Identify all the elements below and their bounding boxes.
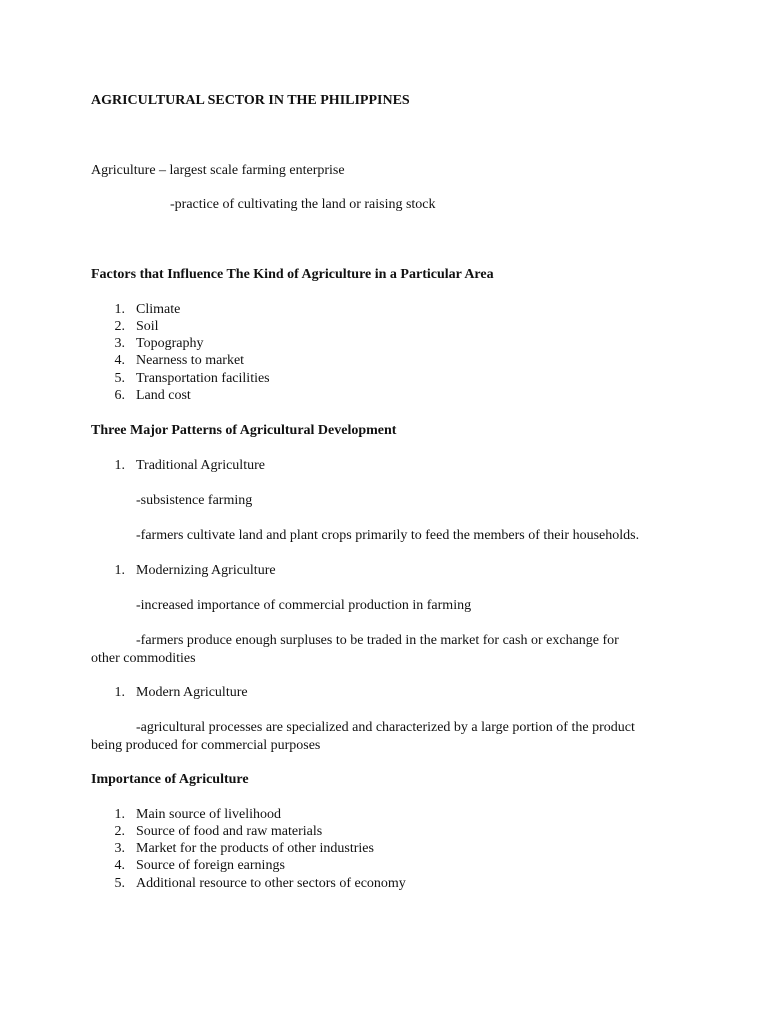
list-item-number: 3. [114, 841, 125, 856]
list-item-number: 1. [114, 807, 125, 822]
list-item-text: Source of foreign earnings [136, 858, 285, 873]
importance-heading: Importance of Agriculture [91, 772, 249, 787]
list-item-number: 6. [114, 388, 125, 403]
list-item-number: 2. [114, 319, 125, 334]
pattern-description: -agricultural processes are specialized and characterized by a large portion of the product [136, 720, 635, 735]
list-item-text: Transportation facilities [136, 371, 270, 386]
list-item-number: 3. [114, 336, 125, 351]
pattern-description: -subsistence farming [136, 493, 253, 508]
list-item-text: Main source of livelihood [136, 807, 282, 822]
pattern-description-continued: other commodities [91, 651, 196, 666]
pattern-title: Modern Agriculture [136, 685, 248, 700]
pattern-description: -increased importance of commercial production in farming [136, 598, 472, 613]
definition-line-1: Agriculture – largest scale farming enterprise [91, 163, 345, 178]
list-item-text: Source of food and raw materials [136, 824, 323, 839]
list-item-text: Topography [136, 336, 204, 351]
definition-line-2: -practice of cultivating the land or raising stock [170, 197, 436, 212]
pattern-number: 1. [114, 458, 125, 473]
list-item-number: 5. [114, 371, 125, 386]
patterns-heading: Three Major Patterns of Agricultural Development [91, 423, 397, 438]
list-item-number: 1. [114, 302, 125, 317]
list-item-number: 4. [114, 858, 125, 873]
pattern-number: 1. [114, 563, 125, 578]
list-item-number: 4. [114, 353, 125, 368]
list-item-text: Nearness to market [136, 353, 245, 368]
pattern-title: Modernizing Agriculture [136, 563, 276, 578]
pattern-title: Traditional Agriculture [136, 458, 265, 473]
factors-heading: Factors that Influence The Kind of Agriculture in a Particular Area [91, 267, 494, 282]
list-item-text: Climate [136, 302, 181, 317]
list-item-text: Soil [136, 319, 159, 334]
list-item-text: Additional resource to other sectors of economy [136, 876, 406, 891]
list-item-number: 2. [114, 824, 125, 839]
pattern-number: 1. [114, 685, 125, 700]
document-title: AGRICULTURAL SECTOR IN THE PHILIPPINES [91, 93, 410, 108]
pattern-description-continued: being produced for commercial purposes [91, 738, 321, 753]
pattern-description: -farmers produce enough surpluses to be traded in the market for cash or exchange for [136, 633, 619, 648]
list-item-number: 5. [114, 876, 125, 891]
list-item-text: Market for the products of other industries [136, 841, 374, 856]
list-item-text: Land cost [136, 388, 191, 403]
pattern-description: -farmers cultivate land and plant crops primarily to feed the members of their households. [136, 528, 640, 543]
